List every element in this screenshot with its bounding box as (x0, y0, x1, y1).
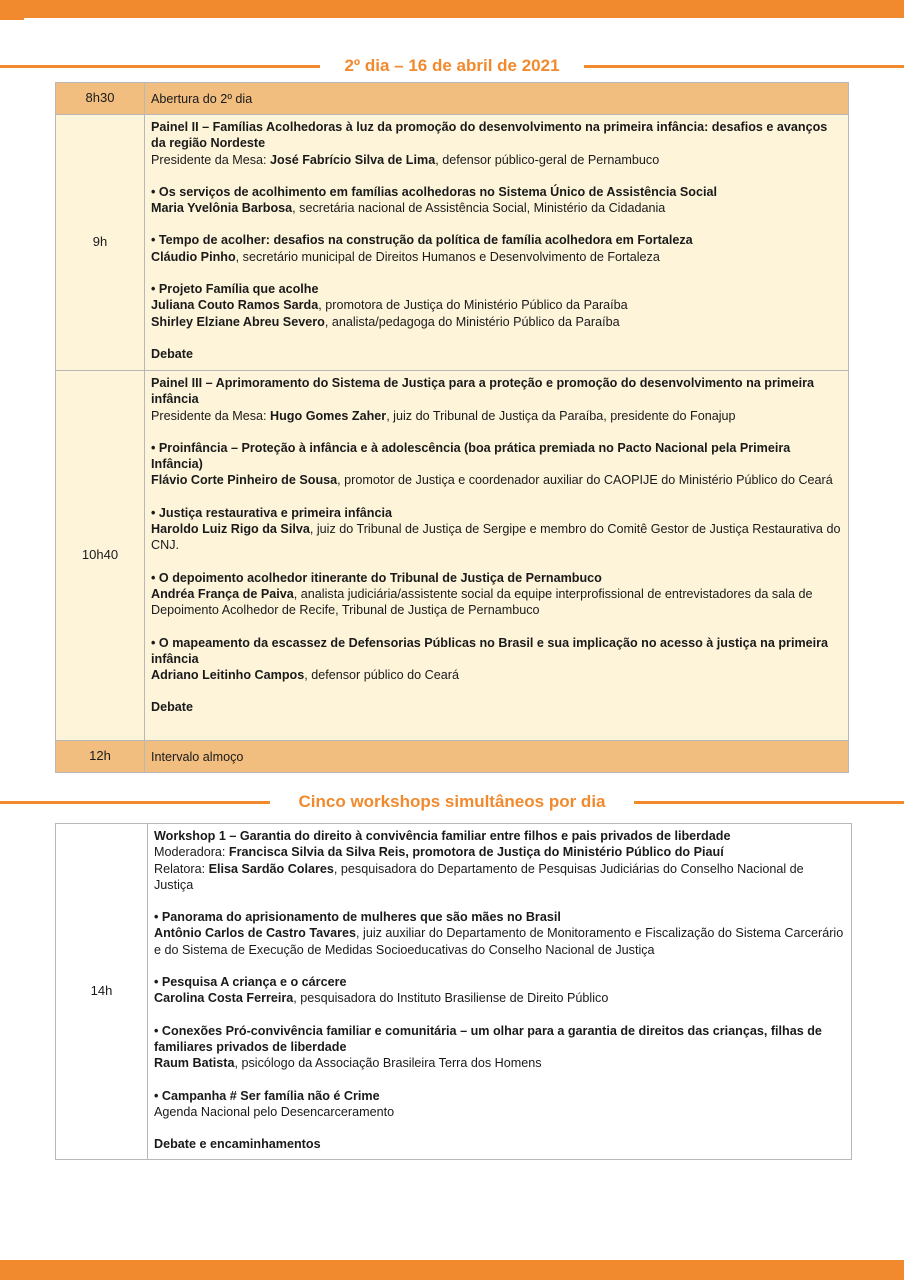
schedule-row-panel2 (56, 115, 849, 371)
panel2-time: 9h (56, 115, 145, 371)
workshops-heading (0, 790, 904, 814)
workshop1-rapporteur (154, 861, 845, 894)
panel2-talk-1 (151, 184, 842, 217)
top-accent-bar (0, 0, 904, 18)
day2-heading-text: 2º dia – 16 de abril de 2021 (335, 56, 568, 75)
talk-organization: Agenda Nacional pelo Desencarceramento (154, 1104, 395, 1119)
chair-name: José Fabrício Silva de Lima (270, 152, 436, 167)
panel2-talk-3 (151, 281, 842, 330)
talk-title: • Panorama do aprisionamento de mulheres que são mães no Brasil (154, 910, 561, 925)
speaker-name: Maria Yvelônia Barbosa (151, 201, 293, 216)
workshop1-time: 14h (56, 824, 148, 1160)
rapporteur-label: Relatora: (154, 861, 209, 876)
workshop1-header (154, 828, 845, 893)
panel2-chair (151, 152, 842, 168)
bottom-accent-bar (0, 1260, 904, 1280)
panel3-title: Painel III – Aprimoramento do Sistema de Justiça para a proteção e promoção do desenvolvimento na primeira infância (151, 376, 814, 407)
panel3-talk-3 (151, 570, 842, 619)
speaker-role: , promotor de Justiça e coordenador auxiliar do CAOPIJE do Ministério Público do Ceará (337, 473, 833, 488)
speaker-name: Raum Batista (154, 1056, 235, 1071)
speaker-role: , psicólogo da Associação Brasileira Terra dos Homens (234, 1056, 542, 1071)
chair-role: , juiz do Tribunal de Justiça da Paraíba, presidente do Fonajup (386, 408, 736, 423)
lunch-time: 12h (56, 741, 145, 773)
workshops-table (55, 823, 852, 1160)
speaker-name: Cláudio Pinho (151, 249, 236, 264)
schedule-row-lunch (56, 741, 849, 773)
speaker-role: , juiz do Tribunal de Justiça de Sergipe e membro do Comitê Gestor de Justiça Restaurativa do CNJ. (151, 522, 841, 553)
lunch-text: Intervalo almoço (145, 741, 849, 773)
speaker-name: Shirley Elziane Abreu Severo (151, 314, 325, 329)
schedule-row-opening (56, 83, 849, 115)
speaker-name: Flávio Corte Pinheiro de Sousa (151, 473, 338, 488)
top-accent-notch (0, 18, 24, 20)
panel3-chair (151, 408, 842, 424)
talk-title: • Projeto Família que acolhe (151, 282, 319, 297)
chair-role: , defensor público-geral de Pernambuco (435, 152, 660, 167)
opening-text: Abertura do 2º dia (145, 83, 849, 115)
day2-schedule-table (55, 82, 849, 773)
talk-title: • Tempo de acolher: desafios na construção da política de família acolhedora em Fortaleza (151, 233, 693, 248)
speaker-role: , defensor público do Ceará (304, 668, 459, 683)
talk-title: • Pesquisa A criança e o cárcere (154, 975, 347, 990)
workshop1-moderator (154, 844, 845, 860)
talk-title: • Proinfância – Proteção à infância e à adolescência (boa prática premiada no Pacto Nacional pela Primeira Infância) (151, 440, 791, 472)
speaker-role: , secretária nacional de Assistência Social, Ministério da Cidadania (292, 201, 666, 216)
speaker-role: , analista/pedagoga do Ministério Público da Paraíba (324, 314, 620, 329)
panel2-title: Painel II – Famílias Acolhedoras à luz da promoção do desenvolvimento na primeira infância: desafios e avanços da região Nordeste (151, 120, 828, 151)
chair-label: Presidente da Mesa: (151, 152, 271, 167)
panel3-content (145, 371, 849, 741)
workshop1-talk-3 (154, 1023, 845, 1072)
speaker-name: Haroldo Luiz Rigo da Silva (151, 522, 310, 537)
speaker-role: , juiz auxiliar do Departamento de Monitoramento e Fiscalização do Sistema Carcerário e do Sistema de Execução de Medidas Socioeducativas do Conselho Nacional de Justiça (154, 926, 844, 957)
workshops-heading-text: Cinco workshops simultâneos por dia (290, 792, 615, 811)
speaker-name: Antônio Carlos de Castro Tavares (154, 926, 357, 941)
talk-title: • Campanha # Ser família não é Crime (154, 1088, 380, 1103)
speaker-name: Juliana Couto Ramos Sarda (151, 298, 319, 313)
panel3-debate: Debate (151, 700, 193, 715)
workshop1-talk-1 (154, 909, 845, 958)
talk-title: • Justiça restaurativa e primeira infância (151, 505, 393, 520)
workshop1-content (148, 824, 852, 1160)
panel2-content (145, 115, 849, 371)
schedule-row-workshop1 (56, 824, 852, 1160)
workshop1-talk-2 (154, 974, 845, 1007)
speaker-name: Adriano Leitinho Campos (151, 668, 305, 683)
speaker-role: , analista judiciária/assistente social da equipe interprofissional de entrevistadores da sala de Depoimento Acolhedor de Recife, Tribunal de Justiça de Pernambuco (151, 586, 813, 618)
chair-name: Hugo Gomes Zaher (270, 408, 387, 423)
talk-title: • O depoimento acolhedor itinerante do Tribunal de Justiça de Pernambuco (151, 570, 602, 585)
speaker-role: , promotora de Justiça do Ministério Público da Paraíba (318, 298, 628, 313)
rapporteur-name: Elisa Sardão Colares (208, 861, 334, 876)
panel3-talk-4 (151, 635, 842, 684)
panel2-header (151, 119, 842, 168)
moderator-label: Moderadora: (154, 845, 229, 860)
talk-title: • Os serviços de acolhimento em famílias acolhedoras no Sistema Único de Assistência Social (151, 184, 717, 199)
speaker-role: , pesquisadora do Instituto Brasiliense de Direito Público (293, 991, 609, 1006)
schedule-row-panel3 (56, 371, 849, 741)
day2-heading (0, 54, 904, 78)
rapporteur-role: , pesquisadora do Departamento de Pesquisas Judiciárias do Conselho Nacional de Justiça (154, 861, 804, 892)
speaker-name: Andréa França de Paiva (151, 586, 294, 601)
panel2-debate: Debate (151, 346, 193, 361)
panel2-talk-2 (151, 232, 842, 265)
speaker-role: , secretário municipal de Direitos Humanos e Desenvolvimento de Fortaleza (235, 249, 660, 264)
panel3-header (151, 375, 842, 424)
moderator-name: Francisca Silvia da Silva Reis, promotora de Justiça do Ministério Público do Piauí (228, 845, 724, 860)
opening-time: 8h30 (56, 83, 145, 115)
workshop1-debate: Debate e encaminhamentos (154, 1137, 321, 1152)
speaker-name: Carolina Costa Ferreira (154, 991, 294, 1006)
talk-title: • Conexões Pró-convivência familiar e comunitária – um olhar para a garantia de direitos das crianças, filhas de familiares privados de liberdade (154, 1023, 822, 1054)
panel3-time: 10h40 (56, 371, 145, 741)
chair-label: Presidente da Mesa: (151, 408, 271, 423)
panel3-talk-1 (151, 440, 842, 489)
workshop1-title: Workshop 1 – Garantia do direito à convivência familiar entre filhos e pais privados de liberdade (154, 829, 731, 843)
workshop1-talk-4 (154, 1088, 845, 1121)
panel3-talk-2 (151, 505, 842, 554)
talk-title: • O mapeamento da escassez de Defensorias Públicas no Brasil e sua implicação no acesso à justiça na primeira infância (151, 635, 829, 666)
